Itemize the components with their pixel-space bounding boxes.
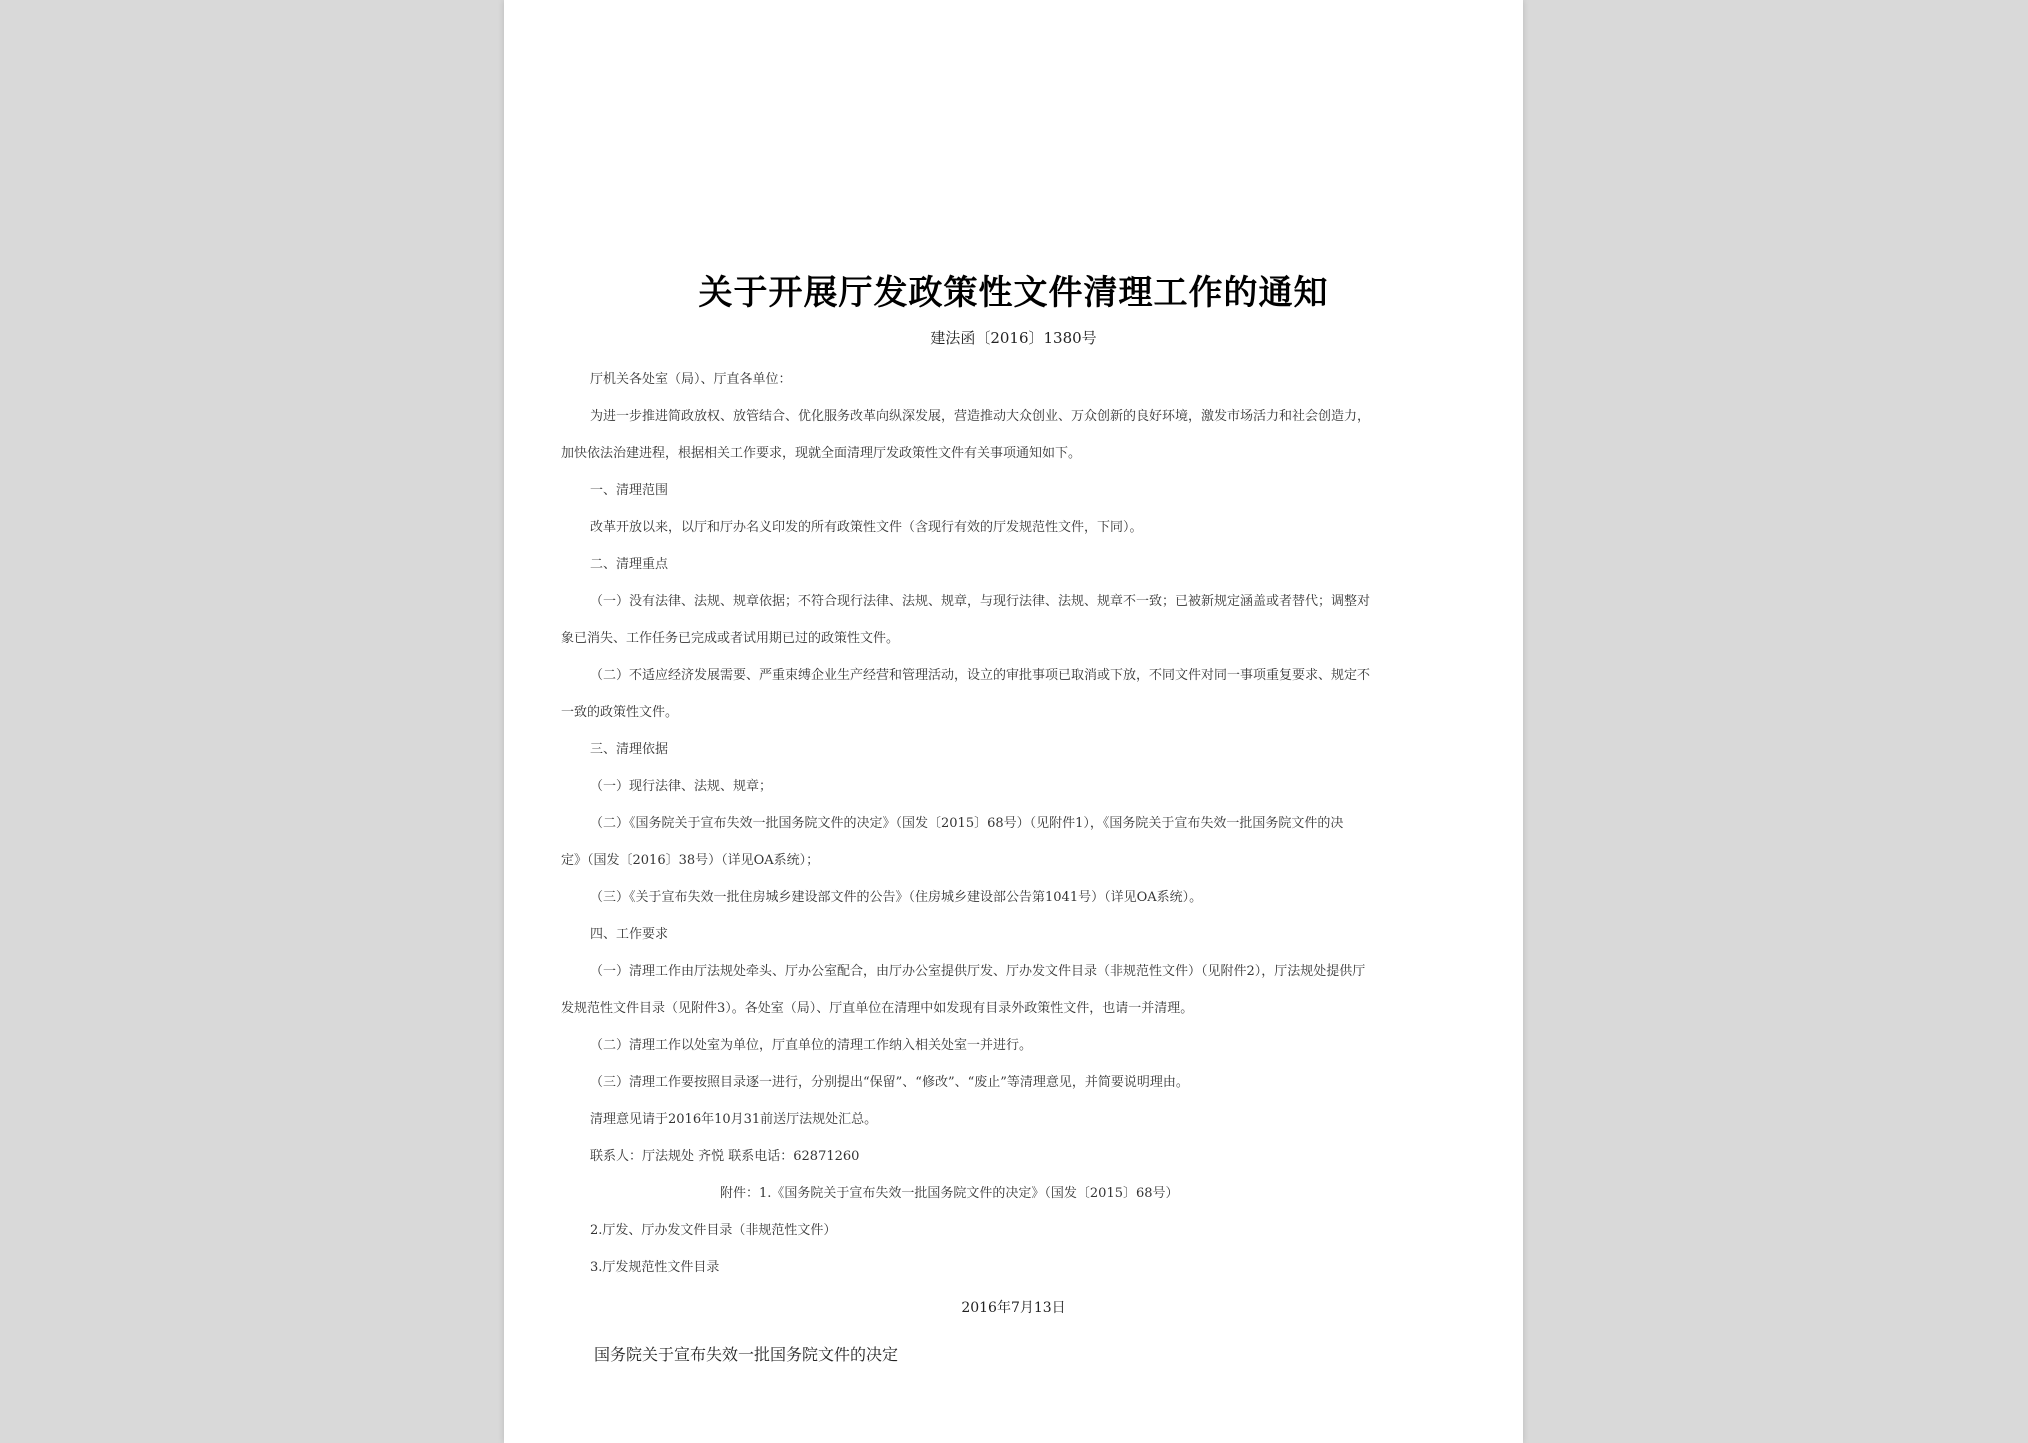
section-4-p2: （二）清理工作以处室为单位，厅直单位的清理工作纳入相关处室一并进行。 xyxy=(590,1038,1033,1053)
document-title: 关于开展厅发政策性文件清理工作的通知 xyxy=(698,273,1329,313)
section-3-p2-line-1: （二）《国务院关于宣布失效一批国务院文件的决定》（国发〔2015〕68号）（见附件1），《国务院关于宣布失效一批国务院文件的决 xyxy=(590,816,1344,831)
section-1-text: 改革开放以来，以厅和厅办名义印发的所有政策性文件（含现行有效的厅发规范性文件，下同）。 xyxy=(590,520,1143,535)
attachment-1: 附件：1.《国务院关于宣布失效一批国务院文件的决定》（国发〔2015〕68号） xyxy=(720,1186,1179,1201)
attachment-2: 2.厅发、厅办发文件目录（非规范性文件） xyxy=(590,1223,837,1238)
section-2-p2-line-1: （二）不适应经济发展需要、严重束缚企业生产经营和管理活动，设立的审批事项已取消或下放，不同文件对同一事项重复要求、规定不 xyxy=(590,668,1371,683)
section-2-p1-line-2: 象已消失、工作任务已完成或者试用期已过的政策性文件。 xyxy=(561,631,900,646)
deadline-text: 清理意见请于2016年10月31前送厅法规处汇总。 xyxy=(590,1112,878,1127)
section-4-p1-line-2: 发规范性文件目录（见附件3）。各处室（局）、厅直单位在清理中如发现有目录外政策性文件，也请一并清理。 xyxy=(561,1001,1194,1016)
section-3-heading: 三、清理依据 xyxy=(590,742,669,757)
contact-text: 联系人：厅法规处 齐悦 联系电话：62871260 xyxy=(590,1149,860,1164)
section-2-p2-line-2: 一致的政策性文件。 xyxy=(561,705,679,720)
salutation: 厅机关各处室（局）、厅直各单位： xyxy=(590,372,792,387)
section-3-p3: （三）《关于宣布失效一批住房城乡建设部文件的公告》（住房城乡建设部公告第1041号）（详见OA系统）。 xyxy=(590,890,1203,905)
section-4-heading: 四、工作要求 xyxy=(590,927,669,942)
document-page xyxy=(504,0,1523,1443)
attachment-3: 3.厅发规范性文件目录 xyxy=(590,1260,720,1275)
section-4-p3: （三）清理工作要按照目录逐一进行，分别提出“保留”、“修改”、“废止”等清理意见，并简要说明理由。 xyxy=(590,1075,1189,1090)
document-number: 建法函〔2016〕1380号 xyxy=(930,329,1097,347)
section-3-p2-line-2: 定》（国发〔2016〕38号）（详见OA系统）； xyxy=(561,853,820,868)
intro-line-1: 为进一步推进简政放权、放管结合、优化服务改革向纵深发展，营造推动大众创业、万众创新的良好环境，激发市场活力和社会创造力， xyxy=(590,409,1371,424)
document-date: 2016年7月13日 xyxy=(961,1300,1066,1316)
section-1-heading: 一、清理范围 xyxy=(590,483,669,498)
intro-line-2: 加快依法治建进程，根据相关工作要求，现就全面清理厅发政策性文件有关事项通知如下。 xyxy=(561,446,1082,461)
section-2-p1-line-1: （一）没有法律、法规、规章依据；不符合现行法律、法规、规章，与现行法律、法规、规章不一致；已被新规定涵盖或者替代；调整对 xyxy=(590,594,1371,609)
section-2-heading: 二、清理重点 xyxy=(590,557,669,572)
next-document-title: 国务院关于宣布失效一批国务院文件的决定 xyxy=(594,1345,899,1364)
section-3-p1: （一）现行法律、法规、规章； xyxy=(590,779,773,794)
section-4-p1-line-1: （一）清理工作由厅法规处牵头、厅办公室配合，由厅办公室提供厅发、厅办发文件目录（非规范性文件）（见附件2），厅法规处提供厅 xyxy=(590,964,1366,979)
